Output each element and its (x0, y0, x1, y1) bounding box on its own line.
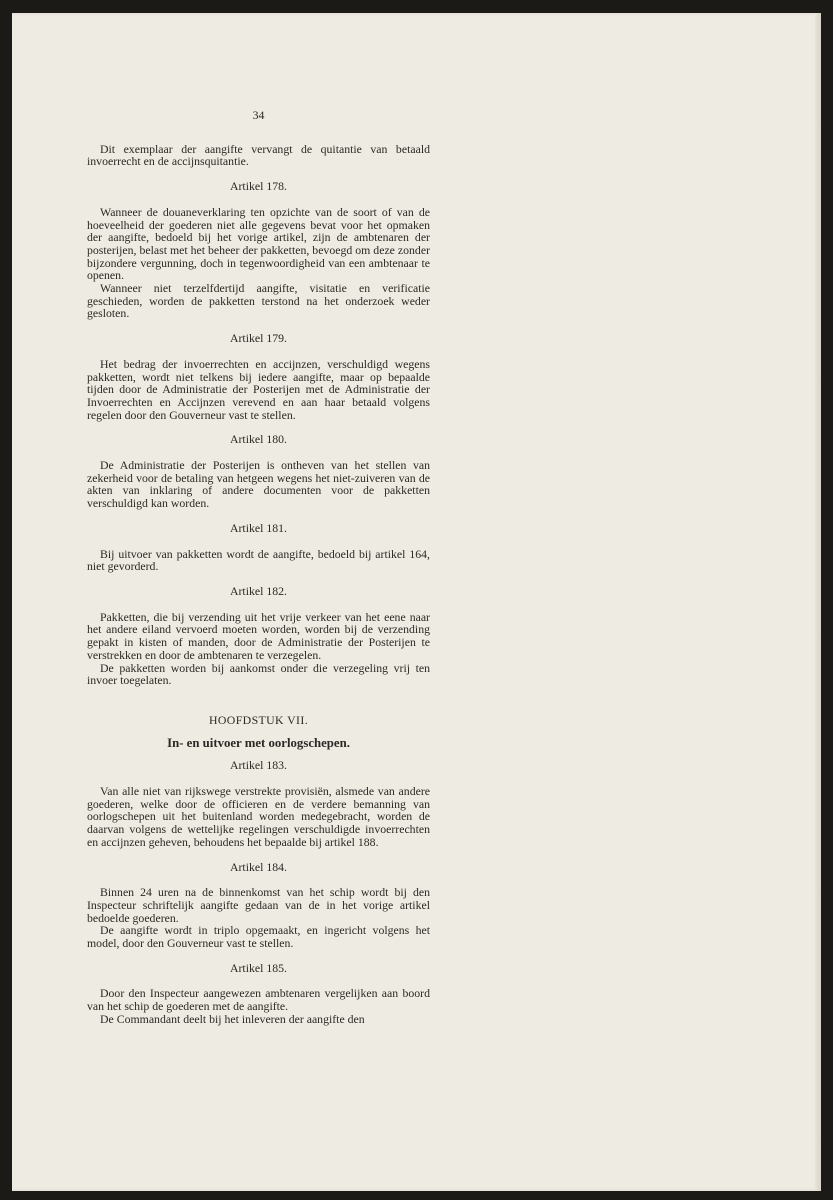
article-paragraph: De pakketten worden bij aankomst onder die verzegeling vrij ten invoer toegelaten. (87, 660, 430, 688)
article-182 (87, 585, 430, 687)
article-title: Artikel 180. (229, 432, 287, 447)
article-title: Artikel 183. (229, 758, 287, 773)
article-181 (87, 522, 430, 573)
page-number: 34 (252, 108, 265, 122)
intro-paragraph: Dit exemplaar der aangifte vervangt de quitantie van betaald invoerrecht en de accijnsquitantie. (87, 141, 430, 169)
article-title: Artikel 185. (229, 960, 287, 975)
article-paragraph: Pakketten, die bij verzending uit het vrije verkeer van het eene naar het andere eiland vervoerd moeten worden, worden bij de verzending gepakt in kisten of manden, door de Administratie der Posterijen te verstrekken en door de ambtenaren te verzegelen. (87, 609, 430, 662)
article-paragraph: Van alle niet van rijkswege verstrekte provisiën, alsmede van andere goederen, welke door de officieren en de verdere bemanning van oorlogschepen uit het buitenland worden medegebracht, worden de daarvan volgens de wettelijke regelingen verschuldigde invoerrechten en accijnzen geheven, behoudens het bepaalde bij artikel 188. (87, 784, 430, 849)
article-180 (87, 433, 430, 510)
article-paragraph: De Administratie der Posterijen is ontheven van het stellen van zekerheid voor de betaling van hetgeen wegens het niet-zuiveren van de akten van inklaring of andere documenten voor de pakketten verschuldigd kan worden. (87, 458, 430, 511)
article-paragraph: De Commandant deelt bij het inleveren der aangifte den (100, 1011, 365, 1026)
article-title: Artikel 178. (229, 179, 287, 194)
article-paragraph: Wanneer de douaneverklaring ten opzichte van de soort of van de hoeveelheid der goederen niet alle gegevens bevat voor het opmaken der aangifte, bedoeld bij het vorige artikel, zijn de ambtenaren der posterijen, belast met het beheer der pakketten, bevoegd om deze zonder bijzondere vergunning, doch in tegenwoordigheid van een ambtenaar te openen. (87, 204, 430, 283)
article-paragraph: De aangifte wordt in triplo opgemaakt, en ingericht volgens het model, door den Gouverneur vast te stellen. (87, 923, 430, 951)
article-paragraph: Wanneer niet terzelfdertijd aangifte, visitatie en verificatie geschieden, worden de pakketten terstond na het onderzoek weder gesloten. (87, 281, 430, 321)
page-edge (815, 13, 821, 1191)
article-paragraph: Het bedrag der invoerrechten en accijnzen, verschuldigd wegens pakketten, wordt niet telkens bij iedere aangifte, maar op bepaalde tijden door de Administratie der Posterijen met de Administratie der Invoerrechten en Accijnzen verevend en aan haar betaald volgens regelen door den Gouverneur vast te stellen. (87, 356, 430, 422)
article-184 (87, 861, 430, 950)
article-183 (87, 759, 430, 848)
document-page (12, 13, 821, 1191)
chapter-subtitle: In- en uitvoer met oorlogschepen. (167, 735, 350, 750)
article-paragraph: Binnen 24 uren na de binnenkomst van het schip wordt bij den Inspecteur schriftelijk aangifte gedaan van de in het vorige artikel bedoelde goederen. (87, 885, 430, 925)
chapter-heading: HOOFDSTUK VII. (208, 712, 309, 727)
article-title: Artikel 184. (229, 859, 287, 874)
text-column (87, 109, 430, 1026)
article-paragraph: Door den Inspecteur aangewezen ambtenaren vergelijken aan boord van het schip de goederen met de aangifte. (87, 986, 430, 1014)
article-179 (87, 332, 430, 421)
article-title: Artikel 182. (229, 583, 287, 598)
article-title: Artikel 179. (229, 331, 287, 346)
article-title: Artikel 181. (229, 520, 287, 535)
article-paragraph: Bij uitvoer van pakketten wordt de aangifte, bedoeld bij artikel 164, niet gevorderd. (87, 546, 430, 574)
article-178 (87, 180, 430, 320)
article-185 (87, 962, 430, 1026)
